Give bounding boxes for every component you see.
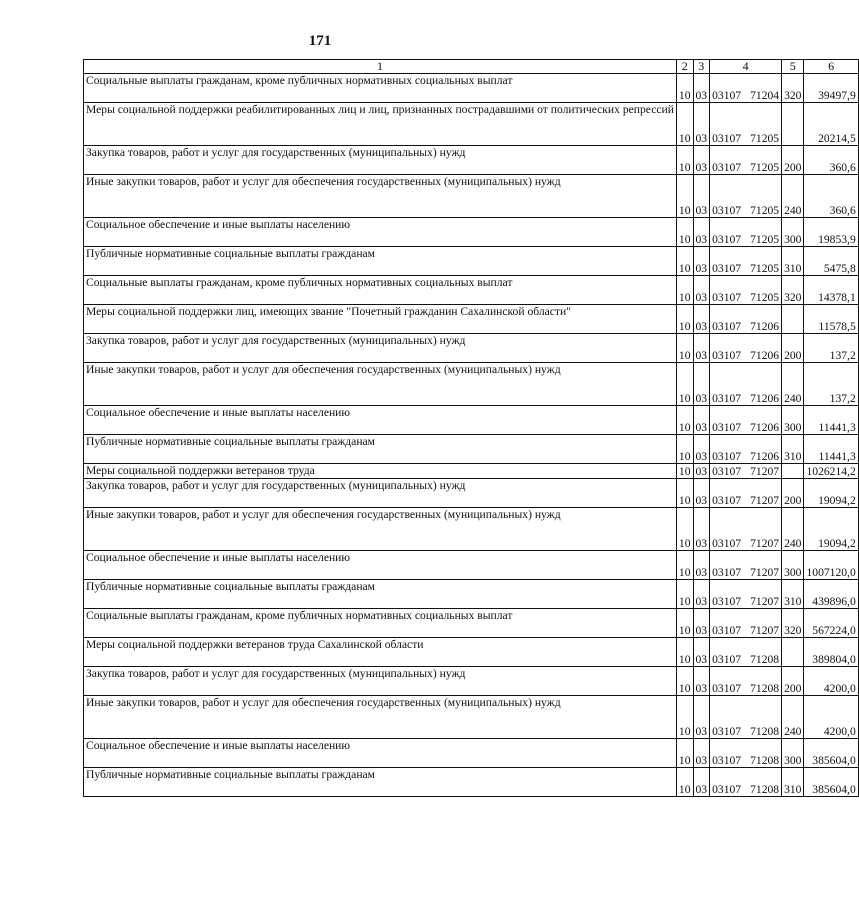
row-expense-type: [782, 103, 804, 146]
row-target-item: 71205: [750, 262, 780, 275]
row-section: 10: [676, 435, 693, 464]
row-target-program: 03107: [712, 421, 742, 434]
row-target-item: 71206: [750, 392, 780, 405]
row-subsection: 03: [693, 580, 710, 609]
row-subsection: 03: [693, 334, 710, 363]
row-section: 10: [676, 175, 693, 218]
row-target: [710, 464, 782, 479]
row-name: Иные закупки товаров, работ и услуг для обеспечения государственных (муниципальных) нужд: [84, 696, 677, 739]
row-name: Меры социальной поддержки лиц, имеющих звание "Почетный гражданин Сахалинской области": [84, 305, 677, 334]
row-target: [710, 276, 782, 305]
row-target-program: 03107: [712, 754, 742, 767]
header-section: 2: [676, 60, 693, 74]
row-target-item: 71206: [750, 320, 780, 333]
row-amount: 20214,5: [804, 103, 858, 146]
page-number: 171: [308, 33, 332, 49]
row-section: 10: [676, 464, 693, 479]
row-subsection: 03: [693, 768, 710, 797]
row-expense-type: 300: [782, 739, 804, 768]
row-section: 10: [676, 334, 693, 363]
row-section: 10: [676, 103, 693, 146]
row-amount: 19853,9: [804, 218, 858, 247]
row-target-program: 03107: [712, 320, 742, 333]
row-section: 10: [676, 363, 693, 406]
row-name: Меры социальной поддержки реабилитированных лиц и лиц, признанных пострадавшими от политических репрессий: [84, 103, 677, 146]
row-expense-type: 300: [782, 551, 804, 580]
table-row: [84, 305, 859, 334]
row-subsection: 03: [693, 479, 710, 508]
row-name: Закупка товаров, работ и услуг для государственных (муниципальных) нужд: [84, 146, 677, 175]
row-subsection: 03: [693, 551, 710, 580]
row-section: 10: [676, 667, 693, 696]
table-row: [84, 580, 859, 609]
row-section: 10: [676, 696, 693, 739]
row-expense-type: [782, 638, 804, 667]
row-subsection: 03: [693, 363, 710, 406]
row-subsection: 03: [693, 508, 710, 551]
row-expense-type: 240: [782, 508, 804, 551]
row-name: Закупка товаров, работ и услуг для государственных (муниципальных) нужд: [84, 334, 677, 363]
row-subsection: 03: [693, 609, 710, 638]
row-name: Социальное обеспечение и иные выплаты населению: [84, 406, 677, 435]
row-expense-type: 310: [782, 435, 804, 464]
row-target-program: 03107: [712, 624, 742, 637]
table-row: [84, 175, 859, 218]
table-row: [84, 406, 859, 435]
row-expense-type: 310: [782, 247, 804, 276]
row-target: [710, 508, 782, 551]
row-amount: 4200,0: [804, 667, 858, 696]
row-target-program: 03107: [712, 653, 742, 666]
row-target-program: 03107: [712, 392, 742, 405]
table-row: [84, 739, 859, 768]
row-amount: 11441,3: [804, 406, 858, 435]
row-amount: 5475,8: [804, 247, 858, 276]
row-name: Социальное обеспечение и иные выплаты населению: [84, 218, 677, 247]
row-amount: 19094,2: [804, 479, 858, 508]
row-section: 10: [676, 247, 693, 276]
row-section: 10: [676, 768, 693, 797]
row-target-item: 71205: [750, 291, 780, 304]
row-name: Социальные выплаты гражданам, кроме публичных нормативных социальных выплат: [84, 609, 677, 638]
row-subsection: 03: [693, 696, 710, 739]
row-target: [710, 103, 782, 146]
row-target-program: 03107: [712, 783, 742, 796]
row-amount: 389804,0: [804, 638, 858, 667]
row-target-program: 03107: [712, 161, 742, 174]
row-expense-type: 310: [782, 580, 804, 609]
row-subsection: 03: [693, 435, 710, 464]
row-amount: 137,2: [804, 334, 858, 363]
row-subsection: 03: [693, 276, 710, 305]
row-subsection: 03: [693, 667, 710, 696]
row-target: [710, 363, 782, 406]
row-expense-type: 320: [782, 74, 804, 103]
row-section: 10: [676, 479, 693, 508]
row-section: 10: [676, 508, 693, 551]
row-expense-type: 200: [782, 146, 804, 175]
row-section: 10: [676, 638, 693, 667]
row-subsection: 03: [693, 739, 710, 768]
row-expense-type: [782, 464, 804, 479]
row-name: Иные закупки товаров, работ и услуг для обеспечения государственных (муниципальных) нужд: [84, 363, 677, 406]
row-section: 10: [676, 218, 693, 247]
row-amount: 14378,1: [804, 276, 858, 305]
table-row: [84, 334, 859, 363]
row-target-item: 71207: [750, 537, 780, 550]
row-amount: 1026214,2: [804, 464, 858, 479]
row-target-program: 03107: [712, 262, 742, 275]
row-target: [710, 175, 782, 218]
row-name: Иные закупки товаров, работ и услуг для обеспечения государственных (муниципальных) нужд: [84, 175, 677, 218]
table-row: [84, 508, 859, 551]
row-expense-type: 240: [782, 363, 804, 406]
row-target: [710, 406, 782, 435]
table-row: [84, 247, 859, 276]
row-target-item: 71208: [750, 783, 780, 796]
row-expense-type: 310: [782, 768, 804, 797]
row-name: Публичные нормативные социальные выплаты гражданам: [84, 580, 677, 609]
row-target-item: 71205: [750, 132, 780, 145]
row-expense-type: 200: [782, 667, 804, 696]
row-subsection: 03: [693, 103, 710, 146]
row-amount: 439896,0: [804, 580, 858, 609]
table-row: [84, 276, 859, 305]
row-subsection: 03: [693, 175, 710, 218]
table-row: [84, 363, 859, 406]
row-section: 10: [676, 580, 693, 609]
budget-table: [83, 59, 859, 797]
row-target: [710, 696, 782, 739]
row-target: [710, 74, 782, 103]
table-row: [84, 435, 859, 464]
row-target-program: 03107: [712, 725, 742, 738]
row-name: Публичные нормативные социальные выплаты гражданам: [84, 435, 677, 464]
table-row: [84, 696, 859, 739]
table-row: [84, 103, 859, 146]
row-target-item: 71206: [750, 421, 780, 434]
row-expense-type: 320: [782, 609, 804, 638]
row-subsection: 03: [693, 464, 710, 479]
row-section: 10: [676, 74, 693, 103]
row-subsection: 03: [693, 74, 710, 103]
row-subsection: 03: [693, 305, 710, 334]
header-expense-type: 5: [782, 60, 804, 74]
row-expense-type: 300: [782, 218, 804, 247]
row-target-item: 71205: [750, 204, 780, 217]
table-row: [84, 146, 859, 175]
row-name: Социальное обеспечение и иные выплаты населению: [84, 739, 677, 768]
row-target: [710, 218, 782, 247]
row-target-item: 71207: [750, 494, 780, 507]
row-target: [710, 551, 782, 580]
table-row: [84, 74, 859, 103]
row-target: [710, 609, 782, 638]
row-target-item: 71205: [750, 161, 780, 174]
row-target-item: 71207: [750, 566, 780, 579]
row-target-program: 03107: [712, 132, 742, 145]
row-target: [710, 334, 782, 363]
row-amount: 385604,0: [804, 739, 858, 768]
row-amount: 39497,9: [804, 74, 858, 103]
row-target-program: 03107: [712, 349, 742, 362]
row-target-item: 71204: [750, 89, 780, 102]
row-target: [710, 768, 782, 797]
row-name: Закупка товаров, работ и услуг для государственных (муниципальных) нужд: [84, 479, 677, 508]
table-row: [84, 638, 859, 667]
row-target-program: 03107: [712, 595, 742, 608]
row-section: 10: [676, 276, 693, 305]
row-target-item: 71207: [750, 595, 780, 608]
header-name: 1: [84, 60, 677, 74]
header-amount: 6: [804, 60, 858, 74]
row-section: 10: [676, 551, 693, 580]
row-subsection: 03: [693, 406, 710, 435]
row-target-item: 71205: [750, 233, 780, 246]
row-amount: 385604,0: [804, 768, 858, 797]
row-expense-type: 200: [782, 479, 804, 508]
row-expense-type: 240: [782, 696, 804, 739]
table-row: [84, 551, 859, 580]
row-amount: 11578,5: [804, 305, 858, 334]
row-target-item: 71208: [750, 754, 780, 767]
row-amount: 567224,0: [804, 609, 858, 638]
row-section: 10: [676, 739, 693, 768]
table-body: [84, 74, 859, 797]
row-target: [710, 435, 782, 464]
row-target-program: 03107: [712, 89, 742, 102]
row-target: [710, 580, 782, 609]
row-expense-type: 320: [782, 276, 804, 305]
row-target-program: 03107: [712, 682, 742, 695]
row-name: Иные закупки товаров, работ и услуг для обеспечения государственных (муниципальных) нужд: [84, 508, 677, 551]
header-target: 4: [710, 60, 782, 74]
table-row: [84, 768, 859, 797]
row-target-program: 03107: [712, 465, 742, 478]
row-amount: 360,6: [804, 146, 858, 175]
table-header-row: [84, 60, 859, 74]
table-row: [84, 667, 859, 696]
table-row: [84, 464, 859, 479]
row-amount: 360,6: [804, 175, 858, 218]
table-row: [84, 609, 859, 638]
row-target: [710, 667, 782, 696]
row-section: 10: [676, 305, 693, 334]
row-amount: 1007120,0: [804, 551, 858, 580]
row-subsection: 03: [693, 218, 710, 247]
row-target-program: 03107: [712, 450, 742, 463]
row-target: [710, 247, 782, 276]
row-name: Социальное обеспечение и иные выплаты населению: [84, 551, 677, 580]
row-target-program: 03107: [712, 291, 742, 304]
row-name: Публичные нормативные социальные выплаты гражданам: [84, 247, 677, 276]
row-expense-type: 300: [782, 406, 804, 435]
table-row: [84, 479, 859, 508]
row-section: 10: [676, 609, 693, 638]
header-subsection: 3: [693, 60, 710, 74]
row-target-program: 03107: [712, 204, 742, 217]
row-target-item: 71206: [750, 349, 780, 362]
row-target: [710, 305, 782, 334]
row-target-item: 71207: [750, 624, 780, 637]
row-amount: 4200,0: [804, 696, 858, 739]
row-amount: 137,2: [804, 363, 858, 406]
row-name: Закупка товаров, работ и услуг для государственных (муниципальных) нужд: [84, 667, 677, 696]
row-target: [710, 739, 782, 768]
row-subsection: 03: [693, 247, 710, 276]
row-expense-type: 240: [782, 175, 804, 218]
row-target-program: 03107: [712, 233, 742, 246]
row-subsection: 03: [693, 146, 710, 175]
row-amount: 19094,2: [804, 508, 858, 551]
row-target: [710, 146, 782, 175]
row-section: 10: [676, 406, 693, 435]
row-name: Публичные нормативные социальные выплаты гражданам: [84, 768, 677, 797]
row-name: Социальные выплаты гражданам, кроме публичных нормативных социальных выплат: [84, 74, 677, 103]
row-name: Социальные выплаты гражданам, кроме публичных нормативных социальных выплат: [84, 276, 677, 305]
row-target-item: 71207: [750, 465, 780, 478]
row-expense-type: 200: [782, 334, 804, 363]
row-target-program: 03107: [712, 494, 742, 507]
row-amount: 11441,3: [804, 435, 858, 464]
row-target-item: 71206: [750, 450, 780, 463]
row-name: Меры социальной поддержки ветеранов труда: [84, 464, 677, 479]
table-row: [84, 218, 859, 247]
row-section: 10: [676, 146, 693, 175]
row-target-item: 71208: [750, 682, 780, 695]
row-target: [710, 479, 782, 508]
row-target-item: 71208: [750, 725, 780, 738]
row-subsection: 03: [693, 638, 710, 667]
row-target-program: 03107: [712, 537, 742, 550]
row-expense-type: [782, 305, 804, 334]
row-target: [710, 638, 782, 667]
row-target-program: 03107: [712, 566, 742, 579]
row-name: Меры социальной поддержки ветеранов труда Сахалинской области: [84, 638, 677, 667]
row-target-item: 71208: [750, 653, 780, 666]
